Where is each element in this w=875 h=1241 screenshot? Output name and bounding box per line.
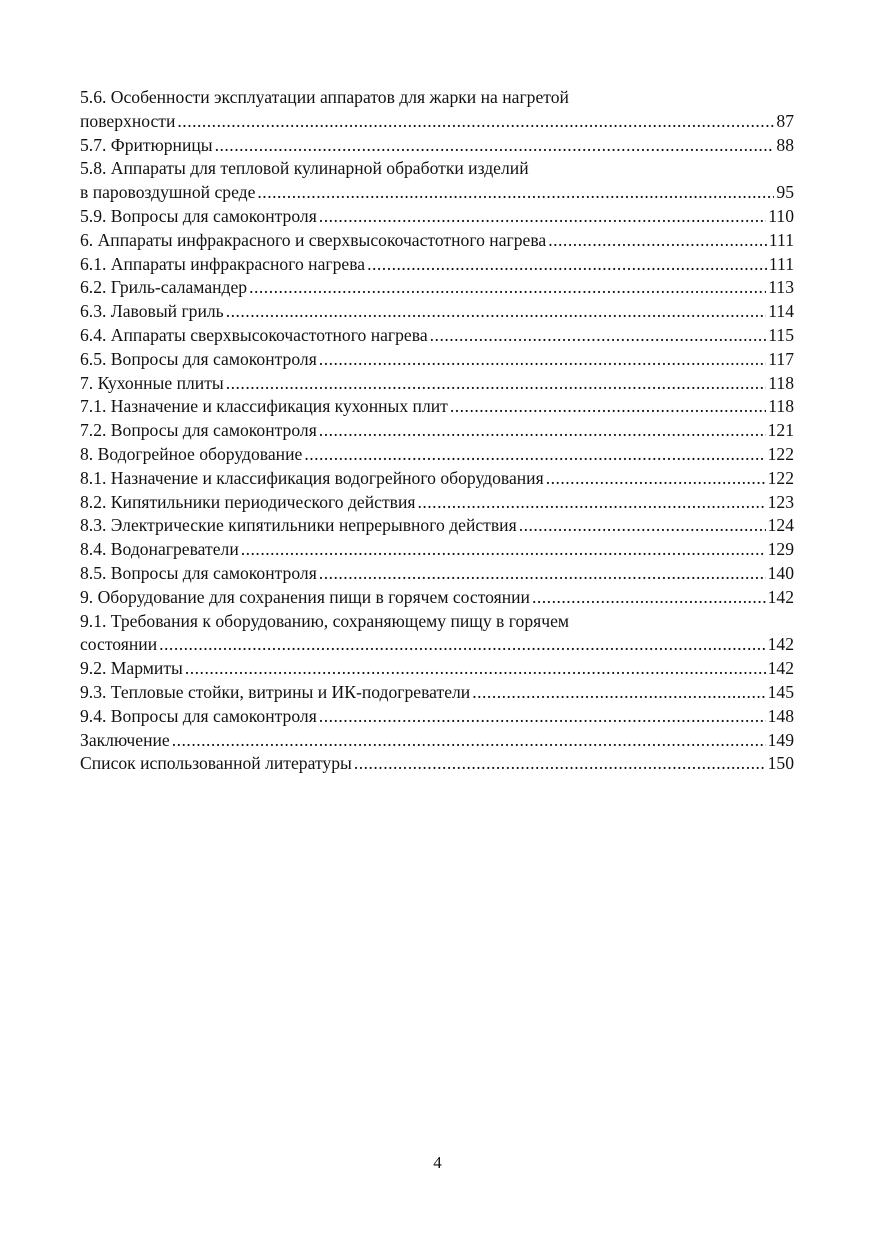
dot-leader — [450, 395, 766, 419]
toc-entry[interactable] — [80, 276, 794, 300]
toc-entry-page-number: 145 — [767, 681, 794, 702]
toc-entry-title-line: 9.4. Вопросы для самоконтроля — [80, 705, 317, 726]
toc-entry[interactable] — [80, 562, 794, 586]
toc-entry[interactable] — [80, 134, 794, 158]
toc-entry[interactable] — [80, 514, 794, 538]
toc-entry-leader-row — [80, 419, 794, 443]
dot-leader — [546, 467, 766, 491]
dot-leader — [367, 253, 767, 277]
toc-entry-page-number: 117 — [768, 348, 794, 369]
toc-entry-leader-row — [80, 443, 794, 467]
toc-entry-leader-row — [80, 372, 794, 396]
toc-entry-page-number: 150 — [767, 753, 794, 774]
toc-entry-leader-row — [80, 705, 794, 729]
toc-entry-page-number: 149 — [767, 729, 794, 750]
toc-entry-title-line: 9. Оборудование для сохранения пищи в горячем состоянии — [80, 586, 530, 607]
toc-entry-title-line: 8. Водогрейное оборудование — [80, 443, 303, 464]
toc-entry-title-line: 6.5. Вопросы для самоконтроля — [80, 348, 317, 369]
toc-entry-title-line: 6.4. Аппараты сверхвысокочастотного нагрева — [80, 324, 428, 345]
toc-entry-leader-row — [80, 110, 794, 134]
toc-entry-title-line: 8.4. Водонагреватели — [80, 539, 239, 560]
toc-entry[interactable] — [80, 86, 794, 134]
toc-entry-page-number: 122 — [767, 467, 794, 488]
toc-entry-page-number: 111 — [768, 253, 794, 274]
toc-entry-page-number: 124 — [767, 515, 794, 536]
toc-entry-title-line: 6.1. Аппараты инфракрасного нагрева — [80, 253, 366, 274]
dot-leader — [519, 514, 766, 538]
toc-entry-leader-row — [80, 657, 794, 681]
toc-entry-leader-row — [80, 586, 794, 610]
dot-leader — [472, 681, 765, 705]
toc-entry-leader-row — [80, 253, 794, 277]
dot-leader — [177, 110, 774, 134]
dot-leader — [430, 324, 767, 348]
toc-entry-title-line: 6. Аппараты инфракрасного и сверхвысокочастотного нагрева — [80, 229, 547, 250]
toc-entry-leader-row — [80, 134, 794, 158]
toc-entry-title-line: 8.1. Назначение и классификация водогрейного оборудования — [80, 467, 544, 488]
toc-entry[interactable] — [80, 443, 794, 467]
toc-entry[interactable] — [80, 229, 794, 253]
toc-entry-leader-row — [80, 229, 794, 253]
toc-entry[interactable] — [80, 586, 794, 610]
dot-leader — [319, 348, 766, 372]
toc-entry-leader-row — [80, 324, 794, 348]
toc-entry-page-number: 118 — [768, 396, 794, 417]
toc-entry-title-line: 5.7. Фритюрницы — [80, 134, 213, 155]
toc-entry-title-line: 5.9. Вопросы для самоконтроля — [80, 205, 317, 226]
dot-leader — [257, 181, 774, 205]
dot-leader — [215, 134, 775, 158]
toc-entry[interactable] — [80, 395, 794, 419]
toc-entry-title-line: 9.2. Мармиты — [80, 658, 183, 679]
toc-entry[interactable] — [80, 705, 794, 729]
toc-entry-page-number: 123 — [767, 491, 794, 512]
toc-entry-title-line: 7.1. Назначение и классификация кухонных плит — [80, 396, 448, 417]
toc-entry[interactable] — [80, 538, 794, 562]
toc-entry[interactable] — [80, 491, 794, 515]
toc-entry-leader-row — [80, 752, 794, 776]
toc-entry-leader-row — [80, 729, 794, 753]
table-of-contents — [80, 86, 794, 776]
dot-leader — [226, 372, 767, 396]
toc-entry-title-line: 5.6. Особенности эксплуатации аппаратов для жарки на нагретой — [80, 87, 569, 107]
toc-entry-page-number: 87 — [776, 110, 794, 131]
toc-entry-title-line: 9.3. Тепловые стойки, витрины и ИК-подогреватели — [80, 681, 471, 702]
toc-entry-title-line: 8.2. Кипятильники периодического действия — [80, 491, 416, 512]
toc-entry-page-number: 114 — [768, 301, 794, 322]
toc-entry-page-number: 118 — [768, 372, 794, 393]
dot-leader — [319, 419, 766, 443]
toc-entry-page-number: 115 — [768, 324, 794, 345]
dot-leader — [354, 752, 766, 776]
toc-entry-page-number: 121 — [767, 420, 794, 441]
toc-entry[interactable] — [80, 324, 794, 348]
toc-entry-page-number: 142 — [767, 586, 794, 607]
dot-leader — [319, 562, 766, 586]
toc-entry-leader-row — [80, 681, 794, 705]
toc-entry-leader-row — [80, 276, 794, 300]
dot-leader — [185, 657, 766, 681]
toc-entry-title-line: в паровоздушной среде — [80, 182, 256, 203]
dot-leader — [319, 705, 766, 729]
toc-entry[interactable] — [80, 752, 794, 776]
toc-entry[interactable] — [80, 419, 794, 443]
toc-entry-leader-row — [80, 538, 794, 562]
dot-leader — [532, 586, 766, 610]
toc-entry[interactable] — [80, 467, 794, 491]
toc-entry-title-line: 7.2. Вопросы для самоконтроля — [80, 420, 317, 441]
toc-entry-leader-row — [80, 205, 794, 229]
toc-entry-title-line: 8.5. Вопросы для самоконтроля — [80, 562, 317, 583]
page-number: 4 — [433, 1153, 442, 1172]
dot-leader — [226, 300, 767, 324]
toc-entry-title-line: 5.8. Аппараты для тепловой кулинарной обработки изделий — [80, 158, 529, 179]
toc-entry[interactable] — [80, 348, 794, 372]
toc-entry-title-line: 8.3. Электрические кипятильники непрерывного действия — [80, 515, 517, 536]
dot-leader — [304, 443, 765, 467]
toc-entry[interactable] — [80, 729, 794, 753]
toc-entry-page-number: 142 — [767, 634, 794, 655]
toc-entry-page-number: 129 — [767, 539, 794, 560]
toc-entry-title-line: состоянии — [80, 634, 158, 655]
toc-entry-page-number: 140 — [767, 562, 794, 583]
toc-entry-title-line: 9.1. Требования к оборудованию, сохраняющему пищу в горячем — [80, 610, 570, 631]
dot-leader — [159, 633, 765, 657]
toc-entry-title-line: Заключение — [80, 729, 170, 750]
toc-entry-page-number: 88 — [776, 134, 794, 155]
toc-entry-leader-row — [80, 633, 794, 657]
toc-entry-title-line: поверхности — [80, 110, 176, 131]
toc-entry-leader-row — [80, 514, 794, 538]
toc-entry[interactable] — [80, 253, 794, 277]
toc-entry[interactable] — [80, 205, 794, 229]
dot-leader — [319, 205, 766, 229]
toc-entry[interactable] — [80, 681, 794, 705]
toc-entry-leader-row — [80, 300, 794, 324]
toc-entry-leader-row — [80, 395, 794, 419]
toc-entry-leader-row — [80, 348, 794, 372]
toc-entry[interactable] — [80, 300, 794, 324]
dot-leader — [172, 729, 766, 753]
toc-entry-page-number: 122 — [767, 443, 794, 464]
toc-entry-page-number: 95 — [776, 182, 794, 203]
dot-leader — [417, 491, 765, 515]
toc-entry-leader-row — [80, 562, 794, 586]
dot-leader — [241, 538, 766, 562]
toc-entry[interactable] — [80, 610, 794, 658]
toc-entry-title-line: 6.3. Лавовый гриль — [80, 301, 224, 322]
toc-entry-page-number: 148 — [767, 705, 794, 726]
toc-entry-page-number: 110 — [768, 205, 794, 226]
toc-entry[interactable] — [80, 372, 794, 396]
toc-entry-page-number: 142 — [767, 658, 794, 679]
toc-entry-title-line: 7. Кухонные плиты — [80, 372, 224, 393]
toc-entry[interactable] — [80, 157, 794, 205]
toc-entry-leader-row — [80, 467, 794, 491]
toc-entry-leader-row — [80, 491, 794, 515]
dot-leader — [249, 276, 766, 300]
toc-entry-title-line: 6.2. Гриль-саламандер — [80, 277, 248, 298]
toc-entry-title-line: Список использованной литературы — [80, 753, 352, 774]
toc-entry-page-number: 113 — [768, 277, 794, 298]
toc-entry-leader-row — [80, 181, 794, 205]
dot-leader — [548, 229, 767, 253]
toc-entry[interactable] — [80, 657, 794, 681]
toc-entry-page-number: 111 — [768, 229, 794, 250]
